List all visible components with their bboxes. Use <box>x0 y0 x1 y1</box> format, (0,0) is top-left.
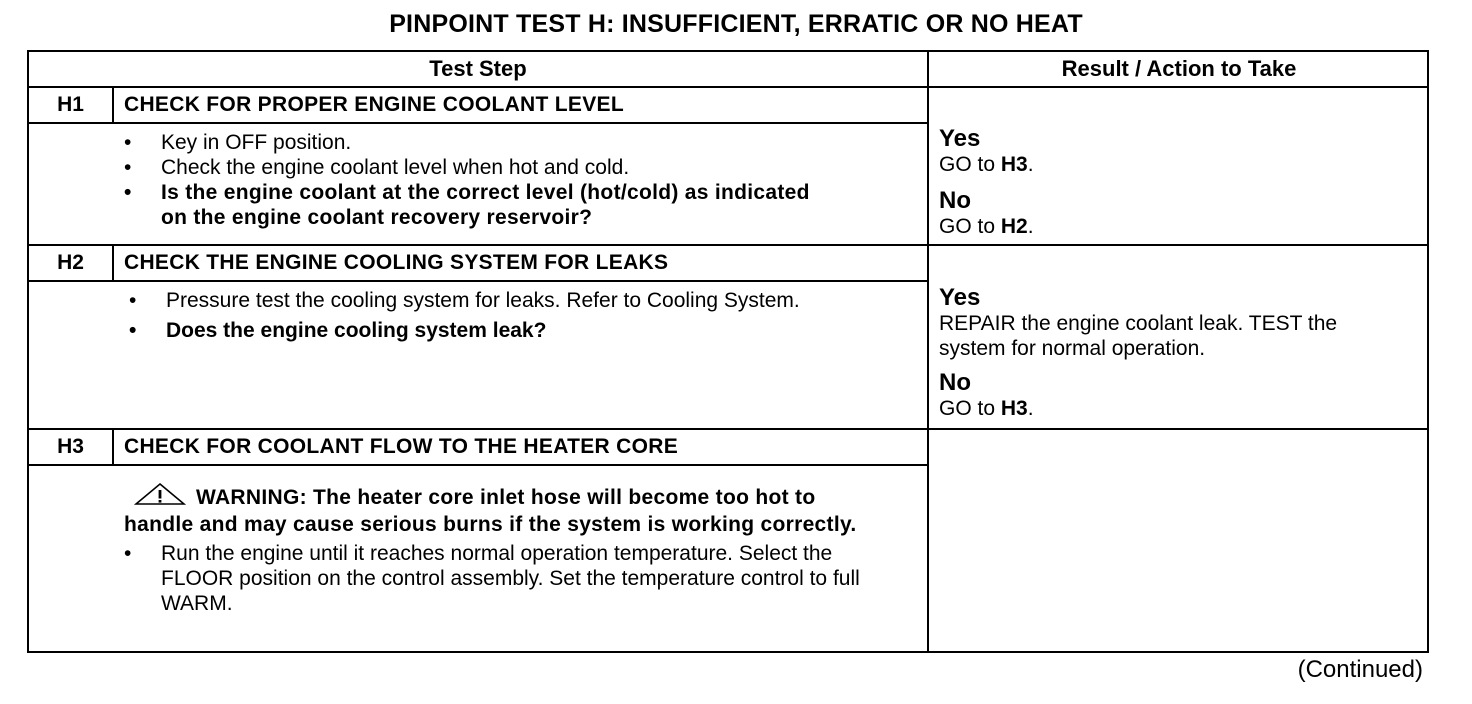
list-item: • Pressure test the cooling system for leaks. Refer to Cooling System. <box>129 289 800 312</box>
result-h2 <box>929 246 1429 430</box>
no-action: GO to H2. <box>939 215 1034 238</box>
yes-action: GO to H3. <box>939 153 1034 176</box>
bullet-icon: • <box>129 319 137 342</box>
step-code-h2: H2 <box>29 246 114 282</box>
bullet-icon: • <box>124 181 132 204</box>
step-reference-link: H3 <box>1000 153 1028 176</box>
yes-action: REPAIR the engine coolant leak. TEST the system for normal operation. <box>939 312 1338 360</box>
no-label: No <box>939 187 971 214</box>
list-item: • Does the engine cooling system leak? <box>129 319 547 342</box>
step-body-h2 <box>29 282 929 430</box>
yes-label: Yes <box>939 125 981 152</box>
warning-text: WARNING: The heater core inlet hose will become too hot to handle and may cause serious burns if the system is working correctly. <box>124 482 884 537</box>
page-title: PINPOINT TEST H: INSUFFICIENT, ERRATIC OR NO HEAT <box>389 10 1083 38</box>
no-label: No <box>939 369 971 396</box>
step-reference-link: H2 <box>1000 215 1028 238</box>
bullet-icon: • <box>124 131 132 154</box>
yes-label: Yes <box>939 284 981 311</box>
header-result: Result / Action to Take <box>929 52 1429 88</box>
list-item: • Is the engine coolant at the correct level (hot/cold) as indicated on the engine coolant recovery reservoir? <box>124 181 810 229</box>
pinpoint-test-table <box>27 50 1429 653</box>
header-test-step: Test Step <box>29 52 929 88</box>
step-body-h1 <box>29 124 929 246</box>
step-code-h3: H3 <box>29 430 114 466</box>
list-item: • Check the engine coolant level when hot and cold. <box>124 156 630 179</box>
step-title-h1: CHECK FOR PROPER ENGINE COOLANT LEVEL <box>114 88 929 124</box>
step-body-h3 <box>29 466 929 651</box>
bullet-icon: • <box>124 542 132 565</box>
step-title-h3: CHECK FOR COOLANT FLOW TO THE HEATER CORE <box>114 430 929 466</box>
no-action: GO to H3. <box>939 397 1034 420</box>
bullet-icon: • <box>124 156 132 179</box>
result-h1 <box>929 88 1429 246</box>
step-reference-link: H3 <box>1000 397 1028 420</box>
result-h3 <box>929 430 1429 651</box>
warning-icon <box>134 482 186 512</box>
list-item: • Key in OFF position. <box>124 131 352 154</box>
step-title-h2: CHECK THE ENGINE COOLING SYSTEM FOR LEAKS <box>114 246 929 282</box>
list-item: • Run the engine until it reaches normal operation temperature. Select the FLOOR position on the control assembly. Set the temperature control to full WARM. <box>124 542 860 615</box>
step-code-h1: H1 <box>29 88 114 124</box>
continued-note: (Continued) <box>1297 656 1423 683</box>
bullet-icon: • <box>129 289 137 312</box>
